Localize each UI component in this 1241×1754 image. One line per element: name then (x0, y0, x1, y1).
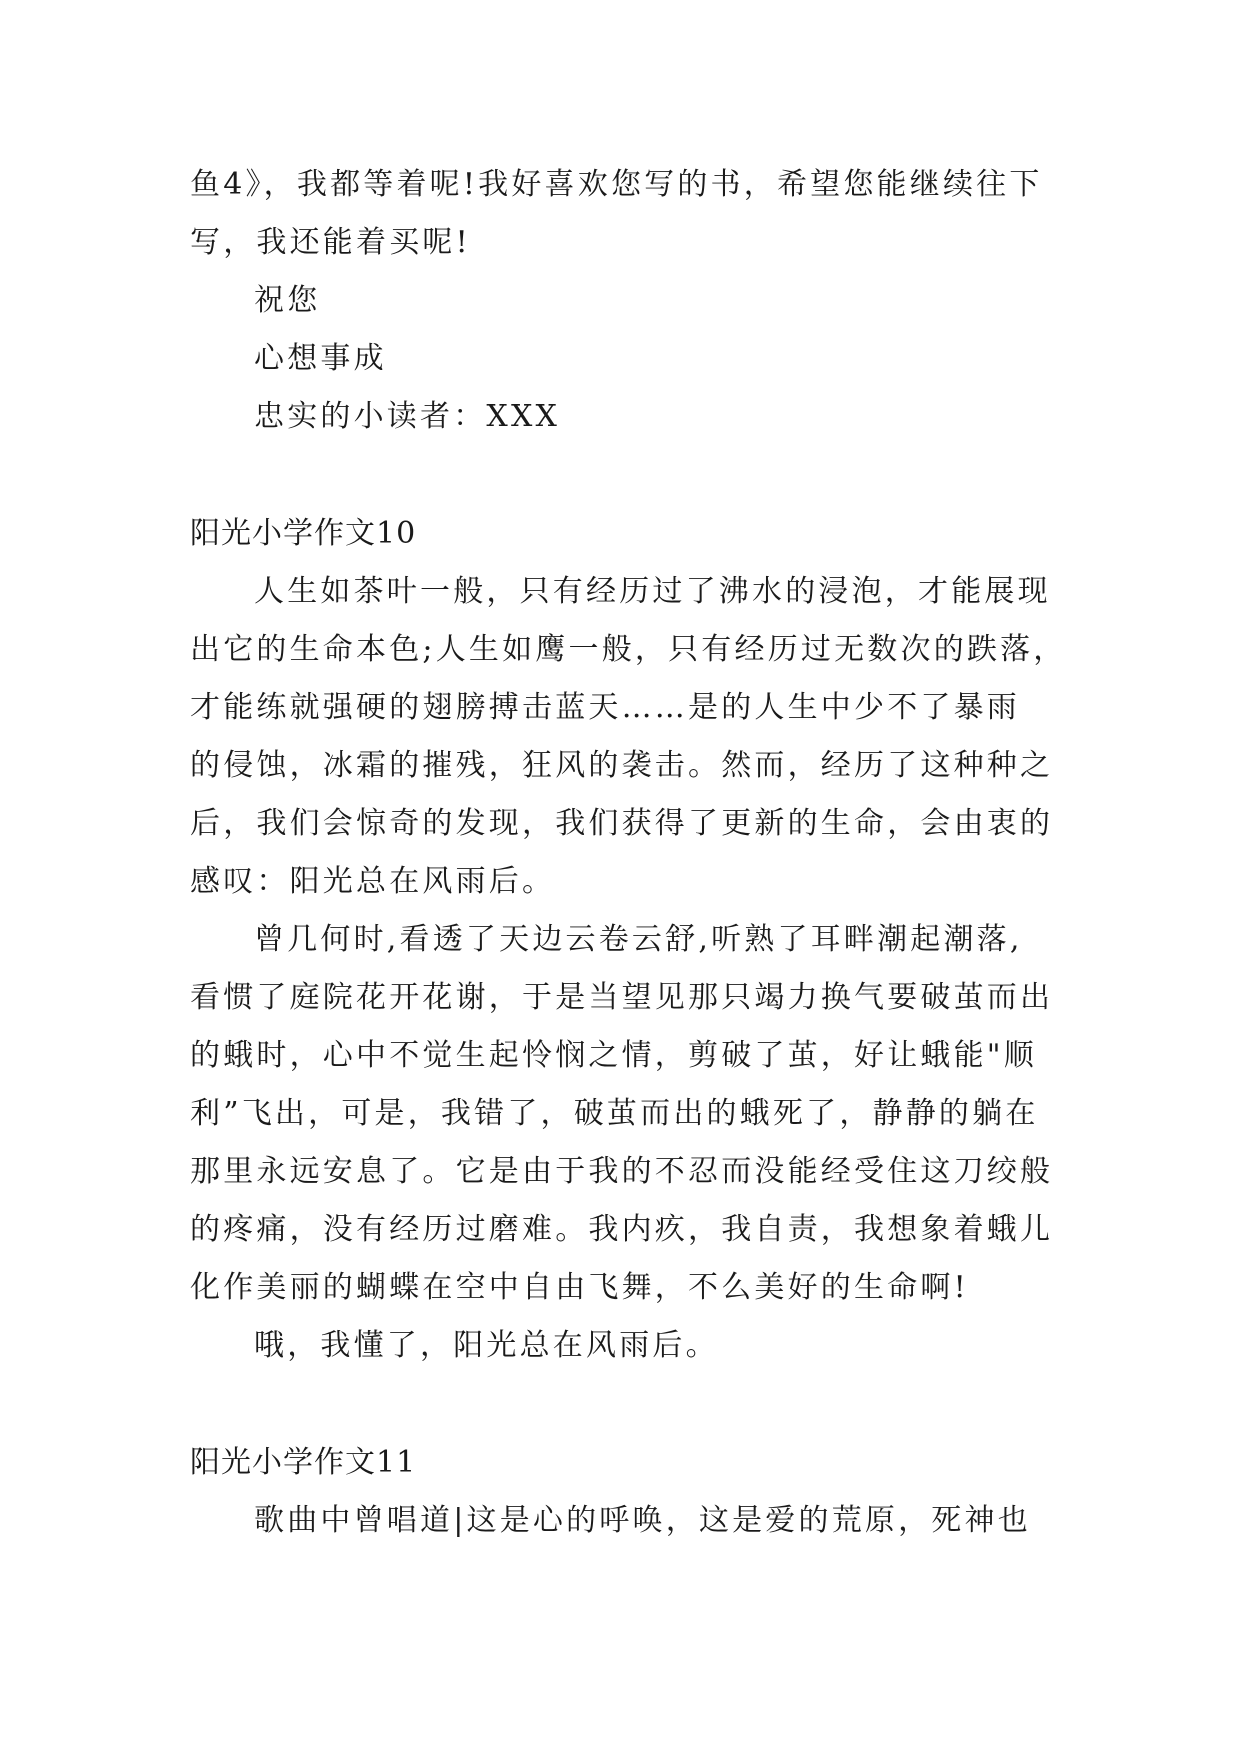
paragraph-line: 曾几何时,看透了天边云卷云舒,听熟了耳畔潮起潮落, (254, 922, 1023, 957)
paragraph-line: 后，我们会惊奇的发现，我们获得了更新的生命，会由衷的 (190, 806, 1054, 841)
letter-text-line: 写，我还能着买呢! (190, 225, 471, 260)
paragraph-line: 哦，我懂了，阳光总在风雨后。 (254, 1328, 719, 1363)
paragraph-line: 出它的生命本色;人生如鹰一般，只有经历过无数次的跌落， (190, 632, 1067, 667)
paragraph-line: 那里永远安息了。它是由于我的不忍而没能经受住这刀绞般 (190, 1154, 1054, 1189)
paragraph-line: 化作美丽的蝴蝶在空中自由飞舞，不么美好的生命啊! (190, 1270, 969, 1305)
essay-title: 阳光小学作文10 (190, 516, 417, 551)
paragraph-line: 看惯了庭院花开花谢，于是当望见那只竭力换气要破茧而出 (190, 980, 1054, 1015)
letter-text-line: 鱼4》，我都等着呢!我好喜欢您写的书，希望您能继续往下 (190, 167, 1043, 202)
paragraph-line: 歌曲中曾唱道|这是心的呼唤，这是爱的荒原，死神也 (254, 1503, 1031, 1538)
essay-title: 阳光小学作文11 (190, 1445, 417, 1480)
letter-signature: 忠实的小读者：XXX (254, 399, 561, 434)
paragraph-line: 感叹：阳光总在风雨后。 (190, 864, 556, 899)
letter-wish: 心想事成 (254, 341, 387, 376)
paragraph-line: 利”飞出，可是，我错了，破茧而出的蛾死了，静静的躺在 (190, 1096, 1039, 1131)
paragraph-line: 才能练就强硬的翅膀搏击蓝天……是的人生中少不了暴雨 (190, 690, 1020, 725)
paragraph-line: 的侵蚀，冰霜的摧残，狂风的袭击。然而，经历了这种种之 (190, 748, 1054, 783)
paragraph-line: 的疼痛，没有经历过磨难。我内疚，我自责，我想象着蛾儿 (190, 1212, 1054, 1247)
letter-greeting: 祝您 (254, 283, 321, 318)
paragraph-line: 的蛾时，心中不觉生起怜悯之情，剪破了茧，好让蛾能"顺 (190, 1038, 1037, 1073)
paragraph-line: 人生如茶叶一般，只有经历过了沸水的浸泡，才能展现 (254, 574, 1051, 609)
